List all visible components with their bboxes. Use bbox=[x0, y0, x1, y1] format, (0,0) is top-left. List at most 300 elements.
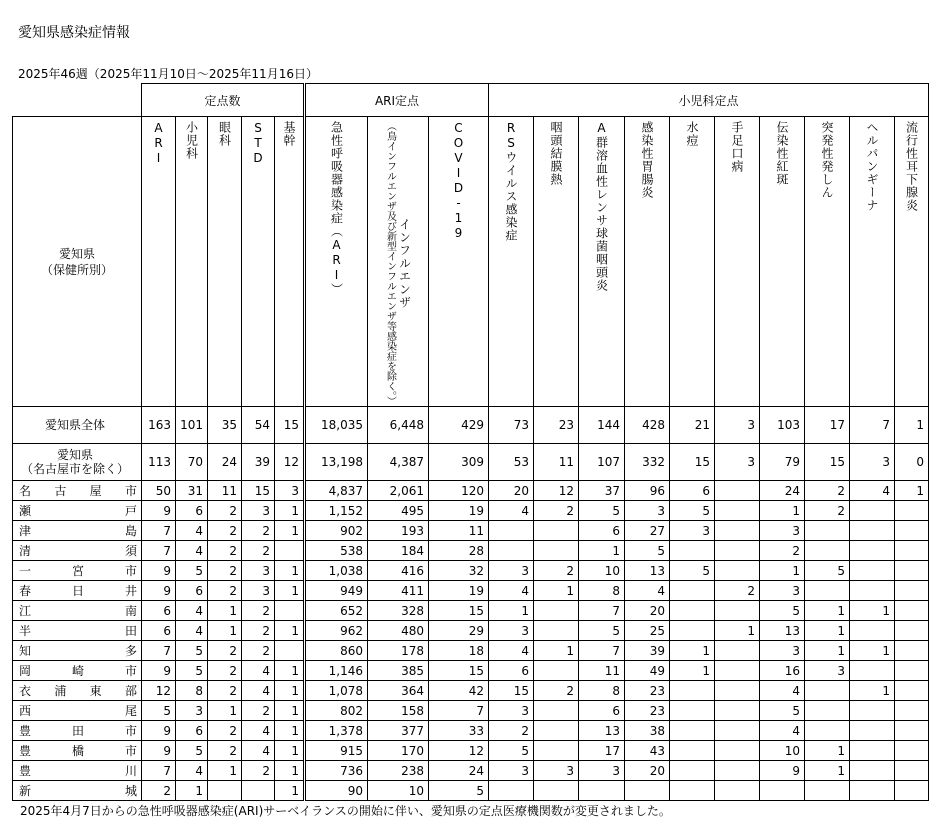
table-cell: 364 bbox=[368, 681, 429, 701]
region-name bbox=[13, 501, 142, 521]
region-name-char: 豊 bbox=[19, 744, 32, 758]
table-cell: 4 bbox=[242, 741, 275, 761]
table-cell: 49 bbox=[625, 661, 670, 681]
table-cell bbox=[715, 661, 760, 681]
table-cell: 12 bbox=[275, 444, 305, 481]
region-name-char: 浦 bbox=[54, 684, 67, 698]
table-cell bbox=[850, 581, 895, 601]
region-name-char: 江 bbox=[19, 604, 32, 618]
table-cell: 5 bbox=[579, 621, 625, 641]
table-cell bbox=[805, 681, 850, 701]
col-pediatric-0-label: RSウイルス感染症 bbox=[504, 121, 518, 242]
col-pediatric-1-label: 咽頭結膜熱 bbox=[549, 121, 563, 186]
region-header-line2: （保健所別） bbox=[40, 262, 113, 277]
table-cell bbox=[805, 781, 850, 801]
region-name-char: 西 bbox=[19, 704, 32, 718]
table-cell: 736 bbox=[305, 761, 368, 781]
region-header-line1: 愛知県 bbox=[58, 246, 95, 261]
table-cell: 2 bbox=[208, 741, 242, 761]
table-cell bbox=[534, 601, 579, 621]
region-name-char: 半 bbox=[19, 624, 32, 638]
table-cell bbox=[670, 601, 715, 621]
table-cell bbox=[534, 541, 579, 561]
table-cell: 7 bbox=[429, 701, 489, 721]
table-cell: 15 bbox=[429, 661, 489, 681]
table-cell: 20 bbox=[489, 481, 534, 501]
table-cell: 2 bbox=[805, 481, 850, 501]
table-cell bbox=[534, 621, 579, 641]
table-cell: 4 bbox=[176, 541, 208, 561]
table-cell bbox=[895, 581, 929, 601]
table-cell: 1 bbox=[275, 761, 305, 781]
table-cell: 6 bbox=[176, 721, 208, 741]
table-cell bbox=[534, 781, 579, 801]
table-cell: 1 bbox=[208, 701, 242, 721]
table-cell: 0 bbox=[895, 444, 929, 481]
col-fixed-2 bbox=[208, 117, 242, 407]
table-cell: 328 bbox=[368, 601, 429, 621]
col-fixed-1-label: 小児科 bbox=[184, 121, 199, 160]
table-cell: 24 bbox=[760, 481, 805, 501]
table-row bbox=[13, 581, 929, 601]
table-cell: 3 bbox=[760, 641, 805, 661]
table-cell: 4 bbox=[242, 721, 275, 741]
table-cell: 2 bbox=[208, 661, 242, 681]
table-cell: 5 bbox=[670, 501, 715, 521]
table-cell: 120 bbox=[429, 481, 489, 501]
table-cell: 4 bbox=[176, 601, 208, 621]
table-cell: 5 bbox=[176, 561, 208, 581]
table-cell: 4 bbox=[242, 661, 275, 681]
table-cell: 2 bbox=[242, 701, 275, 721]
table-cell: 1 bbox=[805, 601, 850, 621]
table-cell bbox=[895, 601, 929, 621]
table-cell: 1 bbox=[805, 621, 850, 641]
region-name-char: 戸 bbox=[124, 504, 137, 518]
table-cell: 1 bbox=[805, 641, 850, 661]
table-row bbox=[13, 407, 929, 444]
table-cell: 902 bbox=[305, 521, 368, 541]
group-ari: ARI定点 bbox=[305, 84, 489, 117]
table-cell: 31 bbox=[176, 481, 208, 501]
table-cell: 25 bbox=[625, 621, 670, 641]
table-cell bbox=[489, 781, 534, 801]
table-cell: 1 bbox=[275, 501, 305, 521]
table-row bbox=[13, 701, 929, 721]
table-cell bbox=[670, 581, 715, 601]
table-cell bbox=[850, 501, 895, 521]
region-name bbox=[13, 681, 142, 701]
table-cell: 5 bbox=[429, 781, 489, 801]
table-cell: 4 bbox=[176, 761, 208, 781]
table-cell: 2 bbox=[242, 761, 275, 781]
table-cell: 3 bbox=[760, 521, 805, 541]
report-period: 2025年46週（2025年11月10日～2025年11月16日） bbox=[18, 67, 318, 81]
table-cell: 39 bbox=[242, 444, 275, 481]
table-cell: 6 bbox=[176, 581, 208, 601]
table-cell bbox=[275, 601, 305, 621]
table-cell: 15 bbox=[805, 444, 850, 481]
table-row bbox=[13, 444, 929, 481]
region-name-char: 豊 bbox=[19, 764, 32, 778]
table-row bbox=[13, 501, 929, 521]
table-cell: 1 bbox=[275, 701, 305, 721]
table-cell: 33 bbox=[429, 721, 489, 741]
table-cell: 1 bbox=[275, 561, 305, 581]
table-cell: 3 bbox=[489, 761, 534, 781]
region-name bbox=[13, 481, 142, 501]
table-cell: 12 bbox=[142, 681, 176, 701]
table-cell: 39 bbox=[625, 641, 670, 661]
col-pediatric-8 bbox=[850, 117, 895, 407]
table-cell: 2 bbox=[208, 561, 242, 581]
col-pediatric-7-label: 突発性発しん bbox=[820, 121, 834, 199]
table-cell bbox=[715, 541, 760, 561]
table-cell: 3 bbox=[242, 581, 275, 601]
table-cell bbox=[895, 541, 929, 561]
table-cell: 103 bbox=[760, 407, 805, 444]
table-cell bbox=[805, 581, 850, 601]
table-cell: 16 bbox=[760, 661, 805, 681]
table-cell bbox=[579, 781, 625, 801]
table-cell bbox=[895, 501, 929, 521]
region-name bbox=[13, 621, 142, 641]
table-cell bbox=[670, 701, 715, 721]
region-name-char: 市 bbox=[124, 724, 137, 738]
table-cell: 860 bbox=[305, 641, 368, 661]
table-cell bbox=[715, 641, 760, 661]
table-cell: 1 bbox=[760, 501, 805, 521]
region-name bbox=[13, 561, 142, 581]
table-cell: 79 bbox=[760, 444, 805, 481]
region-name-char: 城 bbox=[124, 784, 137, 798]
region-name-char: 崎 bbox=[71, 664, 84, 678]
region-name-char: 古 bbox=[54, 484, 67, 498]
column-header-row bbox=[13, 117, 929, 407]
table-cell: 5 bbox=[176, 741, 208, 761]
table-row bbox=[13, 661, 929, 681]
col-ari-1-sublabel: （鳥インフルエンザ及び新型インフルエンザ等感染症を除く。） bbox=[384, 121, 396, 406]
region-name bbox=[13, 407, 142, 444]
table-cell: 7 bbox=[579, 601, 625, 621]
region-name bbox=[13, 581, 142, 601]
region-name-char: 尾 bbox=[124, 704, 137, 718]
table-cell bbox=[850, 781, 895, 801]
table-cell bbox=[275, 641, 305, 661]
table-cell bbox=[850, 661, 895, 681]
table-cell: 1 bbox=[275, 621, 305, 641]
table-cell: 309 bbox=[429, 444, 489, 481]
table-cell: 1 bbox=[579, 541, 625, 561]
table-cell bbox=[895, 521, 929, 541]
table-cell bbox=[715, 741, 760, 761]
region-name-char: 屋 bbox=[89, 484, 102, 498]
table-cell: 2,061 bbox=[368, 481, 429, 501]
table-cell: 949 bbox=[305, 581, 368, 601]
table-row bbox=[13, 561, 929, 581]
table-cell: 3 bbox=[850, 444, 895, 481]
table-cell: 73 bbox=[489, 407, 534, 444]
col-ari-2-label: COVID-19 bbox=[451, 121, 466, 241]
table-cell: 7 bbox=[142, 541, 176, 561]
region-name-char: 津 bbox=[19, 524, 32, 538]
table-row bbox=[13, 721, 929, 741]
table-cell: 4 bbox=[489, 581, 534, 601]
table-cell: 332 bbox=[625, 444, 670, 481]
table-cell bbox=[715, 481, 760, 501]
region-name bbox=[13, 641, 142, 661]
table-cell: 428 bbox=[625, 407, 670, 444]
table-cell: 2 bbox=[208, 501, 242, 521]
table-cell bbox=[850, 701, 895, 721]
table-cell: 7 bbox=[850, 407, 895, 444]
table-cell: 9 bbox=[142, 661, 176, 681]
col-fixed-0 bbox=[142, 117, 176, 407]
table-cell: 18 bbox=[429, 641, 489, 661]
table-cell: 13 bbox=[579, 721, 625, 741]
table-cell: 70 bbox=[176, 444, 208, 481]
region-name-part: （名古屋市を除く） bbox=[20, 462, 129, 476]
region-name-part: 愛知県 bbox=[56, 448, 93, 462]
region-name-char: 田 bbox=[71, 724, 84, 738]
table-cell: 8 bbox=[579, 581, 625, 601]
table-cell: 3 bbox=[670, 521, 715, 541]
region-header bbox=[13, 117, 142, 407]
table-cell: 12 bbox=[534, 481, 579, 501]
table-cell: 96 bbox=[625, 481, 670, 501]
table-cell bbox=[715, 561, 760, 581]
table-cell: 238 bbox=[368, 761, 429, 781]
table-cell: 158 bbox=[368, 701, 429, 721]
table-cell: 2 bbox=[760, 541, 805, 561]
table-cell: 24 bbox=[208, 444, 242, 481]
table-cell: 3 bbox=[176, 701, 208, 721]
region-name-char: 橋 bbox=[71, 744, 84, 758]
table-cell: 3 bbox=[760, 581, 805, 601]
table-cell: 28 bbox=[429, 541, 489, 561]
table-cell: 20 bbox=[625, 601, 670, 621]
col-pediatric-4 bbox=[670, 117, 715, 407]
region-name-char: 市 bbox=[124, 564, 137, 578]
table-cell: 1 bbox=[489, 601, 534, 621]
table-cell: 23 bbox=[625, 701, 670, 721]
table-cell: 43 bbox=[625, 741, 670, 761]
table-cell: 6 bbox=[670, 481, 715, 501]
table-cell: 1 bbox=[715, 621, 760, 641]
table-cell: 11 bbox=[534, 444, 579, 481]
table-cell: 1 bbox=[850, 681, 895, 701]
table-cell bbox=[850, 721, 895, 741]
col-ari-0-label: 急性呼吸器感染症（ARI） bbox=[329, 121, 344, 296]
region-name-char: 瀬 bbox=[19, 504, 32, 518]
table-cell: 9 bbox=[142, 581, 176, 601]
table-cell: 13 bbox=[625, 561, 670, 581]
region-name bbox=[13, 541, 142, 561]
table-cell: 1 bbox=[760, 561, 805, 581]
table-cell: 4 bbox=[176, 521, 208, 541]
table-cell: 377 bbox=[368, 721, 429, 741]
col-pediatric-0 bbox=[489, 117, 534, 407]
table-row bbox=[13, 521, 929, 541]
table-cell: 6 bbox=[489, 661, 534, 681]
table-cell: 6 bbox=[579, 701, 625, 721]
table-cell bbox=[534, 701, 579, 721]
table-cell: 4 bbox=[176, 621, 208, 641]
table-cell: 3 bbox=[579, 761, 625, 781]
table-cell: 11 bbox=[579, 661, 625, 681]
region-name-char: 南 bbox=[124, 604, 137, 618]
table-cell: 6 bbox=[579, 521, 625, 541]
table-cell: 7 bbox=[142, 641, 176, 661]
surveillance-table bbox=[12, 83, 929, 801]
table-row bbox=[13, 781, 929, 801]
table-cell: 1 bbox=[670, 641, 715, 661]
table-cell: 1 bbox=[805, 741, 850, 761]
table-cell bbox=[670, 741, 715, 761]
table-cell: 2 bbox=[208, 641, 242, 661]
table-cell: 4,387 bbox=[368, 444, 429, 481]
table-cell: 3 bbox=[489, 621, 534, 641]
table-cell: 1 bbox=[670, 661, 715, 681]
table-cell bbox=[895, 721, 929, 741]
table-cell: 193 bbox=[368, 521, 429, 541]
col-fixed-4 bbox=[275, 117, 305, 407]
table-cell: 3 bbox=[534, 761, 579, 781]
table-row bbox=[13, 741, 929, 761]
region-name-char: 市 bbox=[124, 484, 137, 498]
table-cell: 2 bbox=[489, 721, 534, 741]
table-cell: 53 bbox=[489, 444, 534, 481]
table-cell: 42 bbox=[429, 681, 489, 701]
table-cell: 11 bbox=[429, 521, 489, 541]
table-cell bbox=[715, 601, 760, 621]
table-cell bbox=[534, 521, 579, 541]
col-fixed-4-label: 基幹 bbox=[282, 121, 296, 147]
table-cell bbox=[534, 661, 579, 681]
region-name-char: 宮 bbox=[71, 564, 84, 578]
table-cell bbox=[715, 761, 760, 781]
table-cell bbox=[850, 621, 895, 641]
table-cell: 1 bbox=[850, 601, 895, 621]
table-cell bbox=[275, 541, 305, 561]
region-name-char: 豊 bbox=[19, 724, 32, 738]
table-cell: 11 bbox=[208, 481, 242, 501]
region-name-char: 多 bbox=[124, 644, 137, 658]
table-cell: 23 bbox=[534, 407, 579, 444]
table-cell: 5 bbox=[805, 561, 850, 581]
table-cell: 8 bbox=[579, 681, 625, 701]
table-cell bbox=[715, 781, 760, 801]
table-cell: 2 bbox=[208, 721, 242, 741]
table-cell: 2 bbox=[715, 581, 760, 601]
table-cell: 2 bbox=[142, 781, 176, 801]
region-name-char: 川 bbox=[124, 764, 137, 778]
table-cell: 15 bbox=[242, 481, 275, 501]
table-cell bbox=[895, 681, 929, 701]
table-cell: 2 bbox=[534, 561, 579, 581]
footer-note: 2025年4月7日からの急性呼吸器感染症(ARI)サーベイランスの開始に伴い、愛知県の定点医療機関数が変更されました。 bbox=[20, 804, 671, 818]
table-cell: 1,078 bbox=[305, 681, 368, 701]
table-cell: 20 bbox=[625, 761, 670, 781]
table-cell: 2 bbox=[242, 541, 275, 561]
table-cell: 962 bbox=[305, 621, 368, 641]
table-cell: 1 bbox=[534, 641, 579, 661]
table-cell: 37 bbox=[579, 481, 625, 501]
table-cell: 5 bbox=[176, 661, 208, 681]
table-cell bbox=[670, 761, 715, 781]
table-cell: 101 bbox=[176, 407, 208, 444]
table-cell bbox=[534, 721, 579, 741]
table-cell bbox=[895, 761, 929, 781]
table-cell: 2 bbox=[242, 601, 275, 621]
table-cell: 2 bbox=[534, 501, 579, 521]
table-cell bbox=[805, 721, 850, 741]
table-cell: 7 bbox=[579, 641, 625, 661]
region-name-char: 春 bbox=[19, 584, 32, 598]
col-pediatric-3 bbox=[625, 117, 670, 407]
table-cell: 107 bbox=[579, 444, 625, 481]
table-cell: 495 bbox=[368, 501, 429, 521]
col-pediatric-4-label: 水痘 bbox=[685, 121, 699, 147]
col-pediatric-1 bbox=[534, 117, 579, 407]
group-pediatric: 小児科定点 bbox=[489, 84, 929, 117]
table-cell: 5 bbox=[625, 541, 670, 561]
region-name-char: 市 bbox=[124, 664, 137, 678]
table-cell: 21 bbox=[670, 407, 715, 444]
table-cell: 13 bbox=[760, 621, 805, 641]
table-body bbox=[13, 407, 929, 801]
region-name-char: 東 bbox=[89, 684, 102, 698]
table-cell: 2 bbox=[242, 521, 275, 541]
region-name-char: 須 bbox=[124, 544, 137, 558]
table-cell: 1 bbox=[805, 761, 850, 781]
region-name bbox=[13, 601, 142, 621]
table-cell bbox=[850, 761, 895, 781]
table-cell bbox=[805, 541, 850, 561]
col-ari-1 bbox=[368, 117, 429, 407]
col-pediatric-5-label: 手足口病 bbox=[730, 121, 744, 173]
table-cell: 15 bbox=[670, 444, 715, 481]
table-cell: 54 bbox=[242, 407, 275, 444]
region-name bbox=[13, 701, 142, 721]
col-ari-2 bbox=[429, 117, 489, 407]
col-pediatric-6-label: 伝染性紅斑 bbox=[775, 121, 789, 186]
table-cell bbox=[895, 621, 929, 641]
table-cell: 5 bbox=[760, 701, 805, 721]
table-cell: 4 bbox=[625, 581, 670, 601]
region-name-char: 衣 bbox=[19, 684, 32, 698]
table-cell bbox=[805, 521, 850, 541]
table-cell: 1 bbox=[275, 741, 305, 761]
table-cell: 6 bbox=[176, 501, 208, 521]
table-cell bbox=[489, 521, 534, 541]
table-cell: 18,035 bbox=[305, 407, 368, 444]
table-cell: 480 bbox=[368, 621, 429, 641]
table-cell: 24 bbox=[429, 761, 489, 781]
col-fixed-1 bbox=[176, 117, 208, 407]
table-cell bbox=[715, 721, 760, 741]
table-cell: 144 bbox=[579, 407, 625, 444]
table-cell bbox=[715, 681, 760, 701]
table-cell bbox=[805, 701, 850, 721]
table-row bbox=[13, 541, 929, 561]
table-cell: 15 bbox=[275, 407, 305, 444]
table-cell: 4 bbox=[760, 721, 805, 741]
table-cell: 1,378 bbox=[305, 721, 368, 741]
table-cell: 5 bbox=[176, 641, 208, 661]
table-cell: 5 bbox=[579, 501, 625, 521]
region-name bbox=[13, 781, 142, 801]
